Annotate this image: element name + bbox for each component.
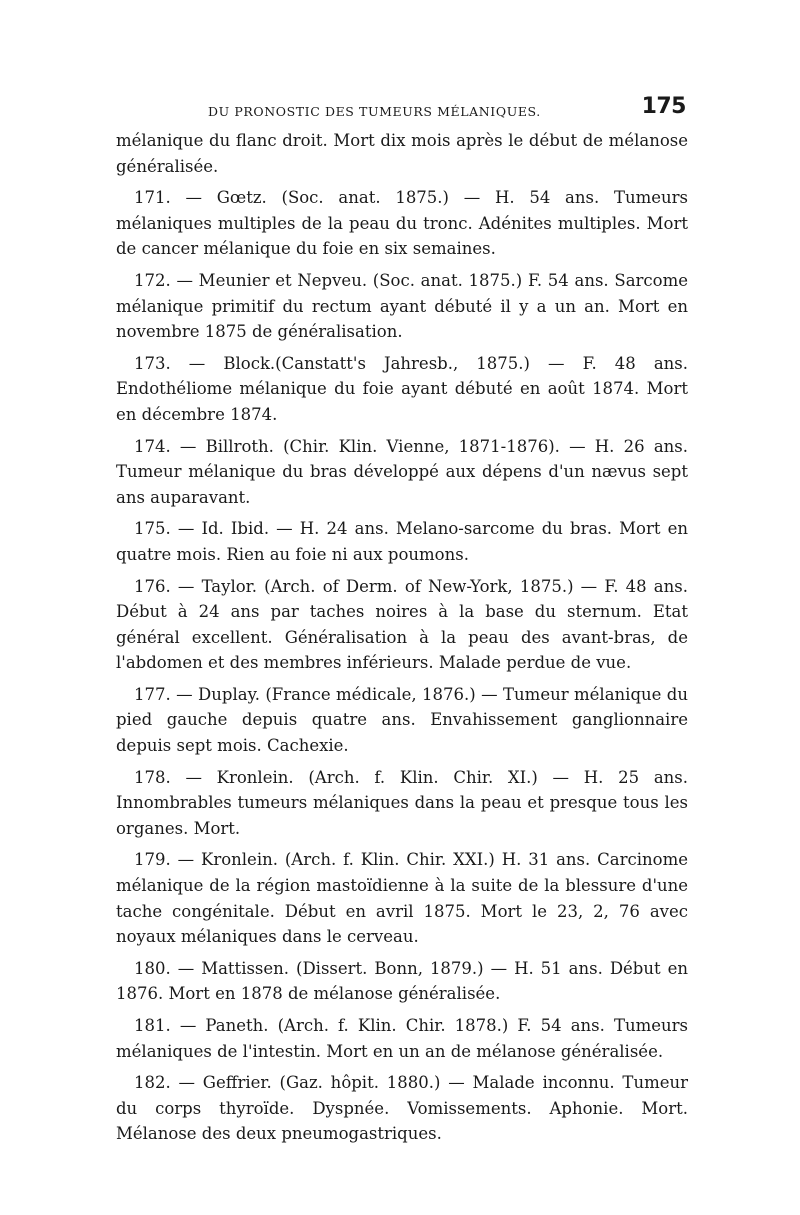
entry-181: 181. — Paneth. (Arch. f. Klin. Chir. 1878.) F. 54 ans. Tumeurs mélaniques de l'intestin. Mort en un an de mélanose généralisée. xyxy=(116,1016,688,1061)
page-number: 175 xyxy=(641,94,686,119)
running-head: DU PRONOSTIC DES TUMEURS MÉLANIQUES. xyxy=(208,104,541,119)
entry-182: 182. — Geffrier. (Gaz. hôpit. 1880.) — Malade inconnu. Tumeur du corps thyroïde. Dyspnée. Vomissements. Aphonie. Mort. Mélanose des deux pneumogastriques. xyxy=(116,1073,688,1144)
entry-174: 174. — Billroth. (Chir. Klin. Vienne, 1871-1876). — H. 26 ans. Tumeur mélanique du bras développé aux dépens d'un nævus sept ans auparavant. xyxy=(116,436,688,507)
entry-173: 173. — Block.(Canstatt's Jahresb., 1875.) — F. 48 ans. Endothéliome mélanique du foie ayant débuté en août 1874. Mort en décembre 1874. xyxy=(116,353,688,424)
entry-177: 177. — Duplay. (France médicale, 1876.) — Tumeur mélanique du pied gauche depuis quatre ans. Envahissement ganglionnaire depuis sept mois. Cachexie. xyxy=(116,684,688,756)
entry-180: 180. — Mattissen. (Dissert. Bonn, 1879.) — H. 51 ans. Début en 1876. Mort en 1878 de mélanose généralisée. xyxy=(116,958,688,1004)
entry-179: 179. — Kronlein. (Arch. f. Klin. Chir. XXI.) H. 31 ans. Carcinome mélanique de la région mastoïdienne à la suite de la blessure d'une tache congénitale. Début en avril 1875. Mort le 23, 2, 76 avec noyaux mélaniques dans le cerveau. xyxy=(116,850,688,947)
entry-175: 175. — Id. Ibid. — H. 24 ans. Melano-sarcome du bras. Mort en quatre mois. Rien au foie ni aux poumons. xyxy=(116,519,688,564)
paragraph-continuation: mélanique du flanc droit. Mort dix mois après le début de mélanose généralisée. xyxy=(116,131,688,176)
body-text xyxy=(116,128,688,1147)
entry-172: 172. — Meunier et Nepveu. (Soc. anat. 1875.) F. 54 ans. Sarcome mélanique primitif du rectum ayant débuté il y a un an. Mort en novembre 1875 de généralisation. xyxy=(116,270,688,342)
entry-176: 176. — Taylor. (Arch. of Derm. of New-York, 1875.) — F. 48 ans. Début à 24 ans par taches noires à la base du sternum. Etat général excellent. Généralisation à la peau des avant-bras, de l'abdomen et des membres inférieurs. Malade perdue de vue. xyxy=(116,576,688,673)
entry-171: 171. — Gœtz. (Soc. anat. 1875.) — H. 54 ans. Tumeurs mélaniques multiples de la peau du tronc. Adénites multiples. Mort de cancer mélanique du foie en six semaines. xyxy=(116,188,688,259)
page-header xyxy=(116,92,688,124)
entry-178: 178. — Kronlein. (Arch. f. Klin. Chir. XI.) — H. 25 ans. Innombrables tumeurs mélaniques dans la peau et presque tous les organes. Mort. xyxy=(116,767,688,838)
document-page xyxy=(116,92,688,1153)
